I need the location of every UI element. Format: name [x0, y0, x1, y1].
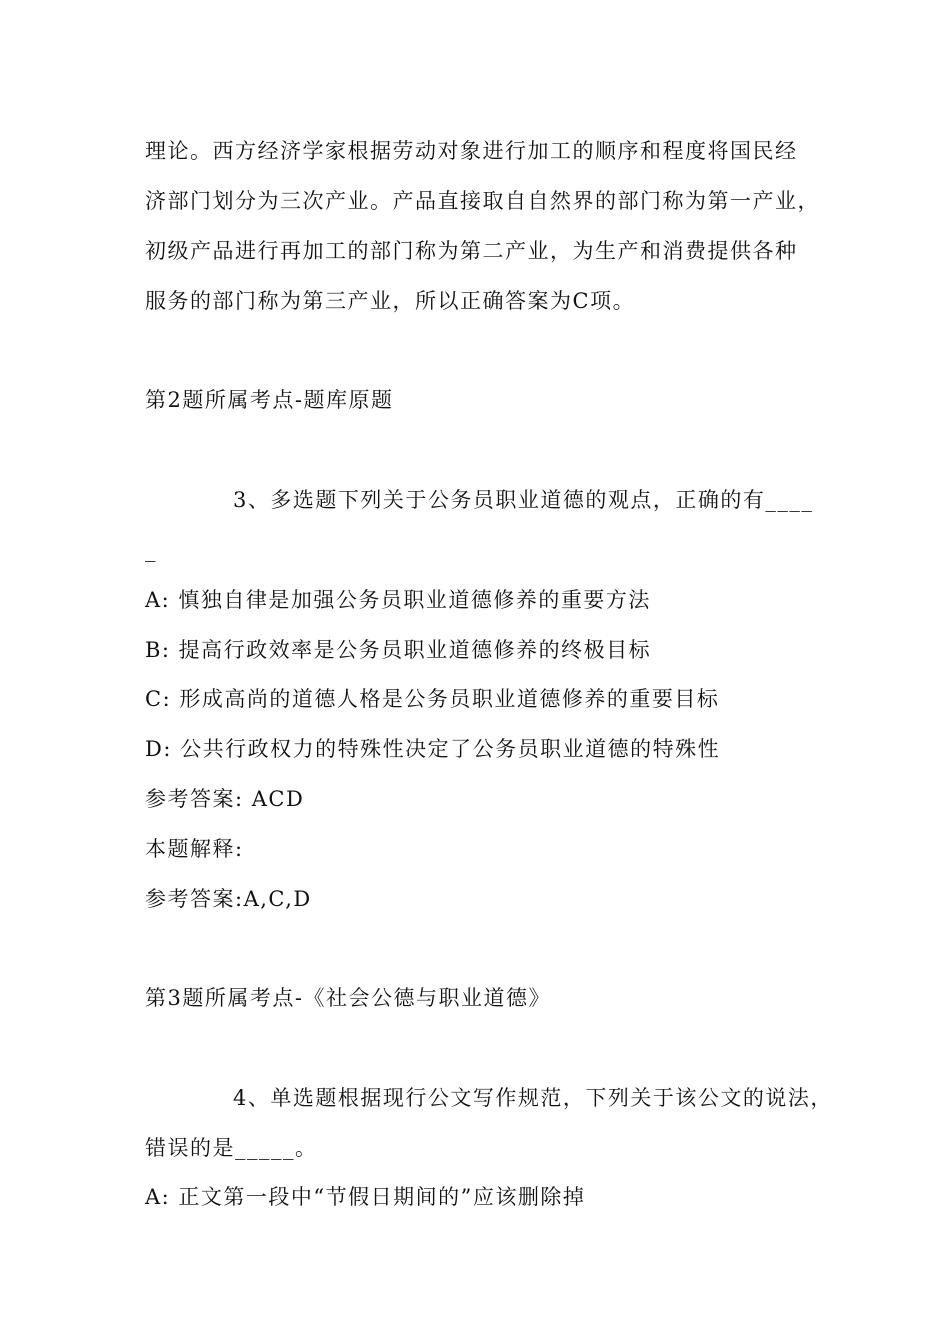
- q3-option-d: D: 公共行政权力的特殊性决定了公务员职业道德的特殊性: [145, 737, 721, 761]
- explanation-line: 济部门划分为三次产业。产品直接取自自然界的部门称为第一产业，: [145, 189, 820, 213]
- q3-explanation-answer: 参考答案:A,C,D: [145, 887, 312, 911]
- q3-stem-line2: _: [145, 538, 157, 562]
- explanation-line: 服务的部门称为第三产业，所以正确答案为C项。: [145, 289, 636, 313]
- explanation-line: 理论。西方经济学家根据劳动对象进行加工的顺序和程度将国民经: [145, 139, 798, 163]
- q3-answer: 参考答案: ACD: [145, 787, 305, 811]
- q3-option-a: A: 慎独自律是加强公务员职业道德修养的重要方法: [145, 588, 651, 612]
- q3-option-c: C: 形成高尚的道德人格是公务员职业道德修养的重要目标: [145, 687, 720, 711]
- q3-explanation-label: 本题解释:: [145, 837, 244, 861]
- q4-stem-line1: 4、单选题根据现行公文写作规范，下列关于该公文的说法，: [233, 1086, 833, 1110]
- explanation-line: 初级产品进行再加工的部门称为第二产业，为生产和消费提供各种: [145, 239, 798, 263]
- q3-topic: 第3题所属考点-《社会公德与职业道德》: [145, 986, 551, 1010]
- q2-topic: 第2题所属考点-题库原题: [145, 388, 394, 412]
- q3-option-b: B: 提高行政效率是公务员职业道德修养的终极目标: [145, 638, 652, 662]
- q4-stem-line2: 错误的是_____。: [145, 1136, 318, 1160]
- q4-option-a: A: 正文第一段中“节假日期间的”应该删除掉: [145, 1185, 586, 1209]
- q3-stem-line1: 3、多选题下列关于公务员职业道德的观点，正确的有____: [233, 488, 814, 512]
